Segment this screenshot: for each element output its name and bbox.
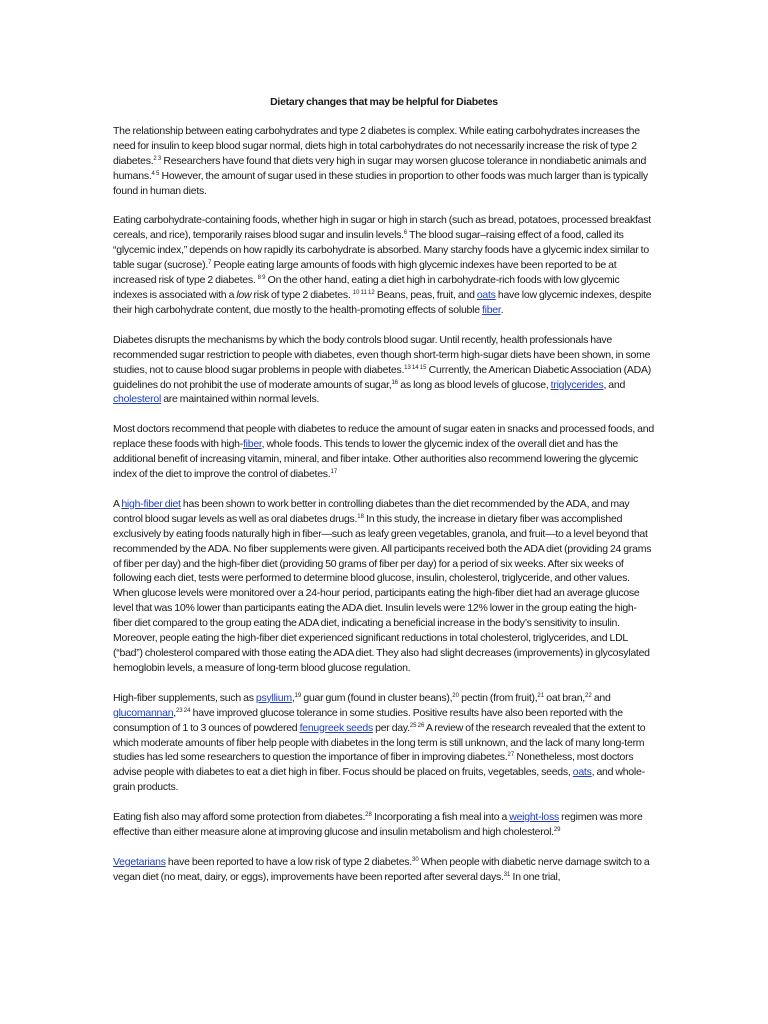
link-glucomannan[interactable]: glucomannan: [113, 706, 174, 719]
body-text-run: Nonetheless, most doctors advise people with diabetes to eat a diet high in fiber. Focus should be placed on fruits, vegetables, seeds,: [113, 751, 634, 779]
link-vegetarians[interactable]: Vegetarians: [113, 855, 166, 868]
body-text-run: However, the amount of sugar used in these studies in proportion to other foods was much larger than is typically found in human diets.: [113, 169, 648, 197]
body-text-run: Incorporating a fish meal into a: [371, 811, 510, 824]
citation-superscript: 19: [294, 692, 302, 699]
body-text-run: Diabetes disrupts the mechanisms by which the body controls blood sugar. Until recently, health professionals have recommended sugar restriction to people with diabetes, even though short-term high-sugar diets have been shown, in some studies, not to cause blood sugar problems in people with diabetes.: [113, 333, 651, 376]
link-triglycerides[interactable]: triglycerides: [550, 378, 604, 391]
para-reduce-sugar: [113, 422, 655, 482]
citation-superscript: 20: [452, 692, 459, 699]
body-text-run: High-fiber supplements, such as: [113, 691, 256, 704]
body-text-run: A review of the research revealed that the extent to which moderate amounts of fiber help people with diabetes in the long term is still unknown, and the lack of many long-term studies has led some researchers to question the importance of fiber in improving diabetes.: [113, 721, 646, 764]
body-text-run: Eating fish also may afford some protection from diabetes.: [113, 811, 366, 824]
para-eating-fish: [113, 810, 655, 840]
body-text-run: The blood sugar–raising effect of a food, called its “glycemic index,” depends on how rapidly its carbohydrate is absorbed. Many starchy foods have a glycemic index similar to table sugar (sucrose).: [113, 229, 649, 272]
citation-superscript: 2 3: [153, 155, 162, 162]
body-text-run: have been reported to have a low risk of type 2 diabetes.: [165, 855, 412, 868]
body-text-run: regimen was more effective than either measure alone at improving glucose and insulin metabolism and high cholesterol.: [113, 811, 643, 839]
document-page: [113, 95, 655, 900]
emphasized-text: low: [236, 288, 252, 301]
link-fenugreek-seeds[interactable]: fenugreek seeds: [299, 721, 373, 734]
body-text-run: In one trial,: [510, 870, 561, 883]
body-text-run: When people with diabetic nerve damage switch to a vegan diet (no meat, dairy, or eggs), improvements have been reported after several days.: [113, 855, 650, 883]
body-text-run: pectin (from fruit),: [458, 691, 538, 704]
body-text-run: Currently, the American Diabetic Association (ADA) guidelines do not prohibit the use of moderate amounts of sugar,: [113, 363, 651, 391]
body-text-run: Most doctors recommend that people with diabetes to reduce the amount of sugar eaten in snacks and processed foods, and replace these foods with high-: [113, 423, 654, 451]
link-high-fiber-diet[interactable]: high-fiber diet: [121, 497, 181, 510]
citation-superscript: 30: [411, 856, 419, 863]
body-text-run: have low glycemic indexes, despite their high carbohydrate content, due mostly to the health-promoting effects of soluble: [113, 288, 652, 316]
citation-superscript: 4 5: [151, 170, 160, 177]
body-text-run: ,: [173, 706, 176, 719]
link-high-fiber[interactable]: fiber: [243, 438, 262, 451]
citation-superscript: 18: [357, 513, 364, 520]
link-weight-loss[interactable]: weight-loss: [509, 811, 560, 824]
body-text-run: Researchers have found that diets very high in sugar may worsen glucose tolerance in nondiabetic animals and humans.: [113, 154, 647, 182]
body-text-run: Beans, peas, fruit, and: [374, 288, 477, 301]
para-high-fiber-diet: [113, 497, 655, 676]
citation-superscript: 29: [553, 827, 561, 834]
citation-superscript: 28: [365, 812, 372, 819]
citation-superscript: 27: [507, 752, 515, 759]
para-vegetarians: [113, 855, 655, 885]
document-title: Dietary changes that may be helpful for Diabetes: [270, 96, 498, 108]
body-text-run: , whole foods. This tends to lower the glycemic index of the overall diet and has the additional benefit of increasing vitamin, mineral, and fiber intake. Other authorities also recommend lowering the glycemic index of the diet to improve the control of diabetes.: [113, 438, 638, 481]
body-text-run: has been shown to work better in controlling diabetes than the diet recommended by the ADA, and may control blood sugar levels as well as oral diabetes drugs.: [113, 497, 630, 525]
body-text-run: People eating large amounts of foods with high glycemic indexes have been reported to be at increased risk of type 2 diabetes.: [113, 259, 617, 287]
link-psyllium[interactable]: psyllium: [255, 691, 292, 704]
para-fiber-supplements: [113, 691, 655, 795]
citation-superscript: 8 9: [257, 275, 266, 282]
citation-superscript: 17: [330, 469, 338, 476]
body-text-run: as long as blood levels of glucose,: [398, 378, 551, 391]
citation-superscript: 13 14 15: [404, 364, 427, 371]
body-text-run: per day.: [372, 721, 410, 734]
link-fiber[interactable]: fiber: [481, 303, 501, 316]
body-text-run: In this study, the increase in dietary fiber was accomplished exclusively by eating foods naturally high in fiber—such as leafy green vegetables, granola, and fruit—to a level beyond that recommended by the ADA. No fiber supplements were given. All participants received both the ADA diet (providing 24 grams of fiber per day) and the high-fiber diet (providing 50 grams of fiber per day) for a period of six weeks. After six weeks of following each diet, tests were performed to determine blood glucose, insulin, cholesterol, triglyceride, and other values. When glucose levels were monitored over a 24-hour period, participants eating the high-fiber diet had an average glucose level that was 10% lower than participants eating the ADA diet. Insulin levels were 12% lower in the group eating the high-fiber diet compared to the group eating the ADA diet, indicating a beneficial increase in the body’s sensitivity to insulin. Moreover, people eating the high-fiber diet experienced significant reductions in total cholesterol, triglycerides, and LDL (“bad”) cholesterol compared with those eating the ADA diet. They also had slight decreases (improvements) in glycosylated hemoglobin levels, a measure of long-term blood glucose regulation.: [113, 512, 652, 674]
body-text-run: The relationship between eating carbohydrates and type 2 diabetes is complex. While eating carbohydrates increases the need for insulin to keep blood sugar normal, diets high in total carbohydrates do not necessarily increase the risk of type 2 diabetes.: [113, 124, 640, 167]
citation-superscript: 23 24: [175, 707, 191, 714]
citation-superscript: 31: [503, 871, 511, 878]
para-carbohydrates-relationship: [113, 124, 655, 199]
body-text-run: , and whole-grain products.: [113, 766, 645, 794]
citation-superscript: 6: [403, 230, 408, 237]
body-text-run: and: [591, 691, 611, 704]
body-text-run: risk of type 2 diabetes.: [251, 288, 353, 301]
citation-superscript: 21: [537, 692, 545, 699]
citation-superscript: 10 11 12: [352, 289, 375, 296]
body-text-run: A: [113, 497, 122, 510]
body-text-run: , and: [603, 378, 626, 391]
para-sugar-restriction: [113, 333, 655, 408]
body-text-run: .: [500, 303, 504, 316]
link-cholesterol[interactable]: cholesterol: [113, 393, 162, 406]
body-text-run: ,: [291, 691, 295, 704]
body-text-run: have improved glucose tolerance in some studies. Positive results have also been reported with the consumption of 1 to 3 ounces of powdered: [113, 706, 623, 734]
body-text-run: Eating carbohydrate-containing foods, whether high in sugar or high in starch (such as bread, potatoes, processed breakfast cereals, and rice), temporarily raises blood sugar and insulin levels.: [113, 214, 651, 242]
citation-superscript: 7: [208, 260, 212, 267]
para-glycemic-index: [113, 213, 655, 317]
body-text-run: guar gum (found in cluster beans),: [301, 691, 453, 704]
link-oats-2[interactable]: oats: [572, 766, 592, 779]
body-text-run: are maintained within normal levels.: [161, 393, 320, 406]
body-text-run: oat bran,: [544, 691, 585, 704]
body-text-run: On the other hand, eating a diet high in carbohydrate-rich foods with low glycemic indexes is associated with a: [113, 274, 620, 301]
citation-superscript: 16: [391, 379, 399, 386]
link-oats[interactable]: oats: [476, 288, 496, 301]
citation-superscript: 25 26: [409, 722, 425, 729]
document-body: [113, 124, 655, 885]
citation-superscript: 22: [584, 692, 592, 699]
